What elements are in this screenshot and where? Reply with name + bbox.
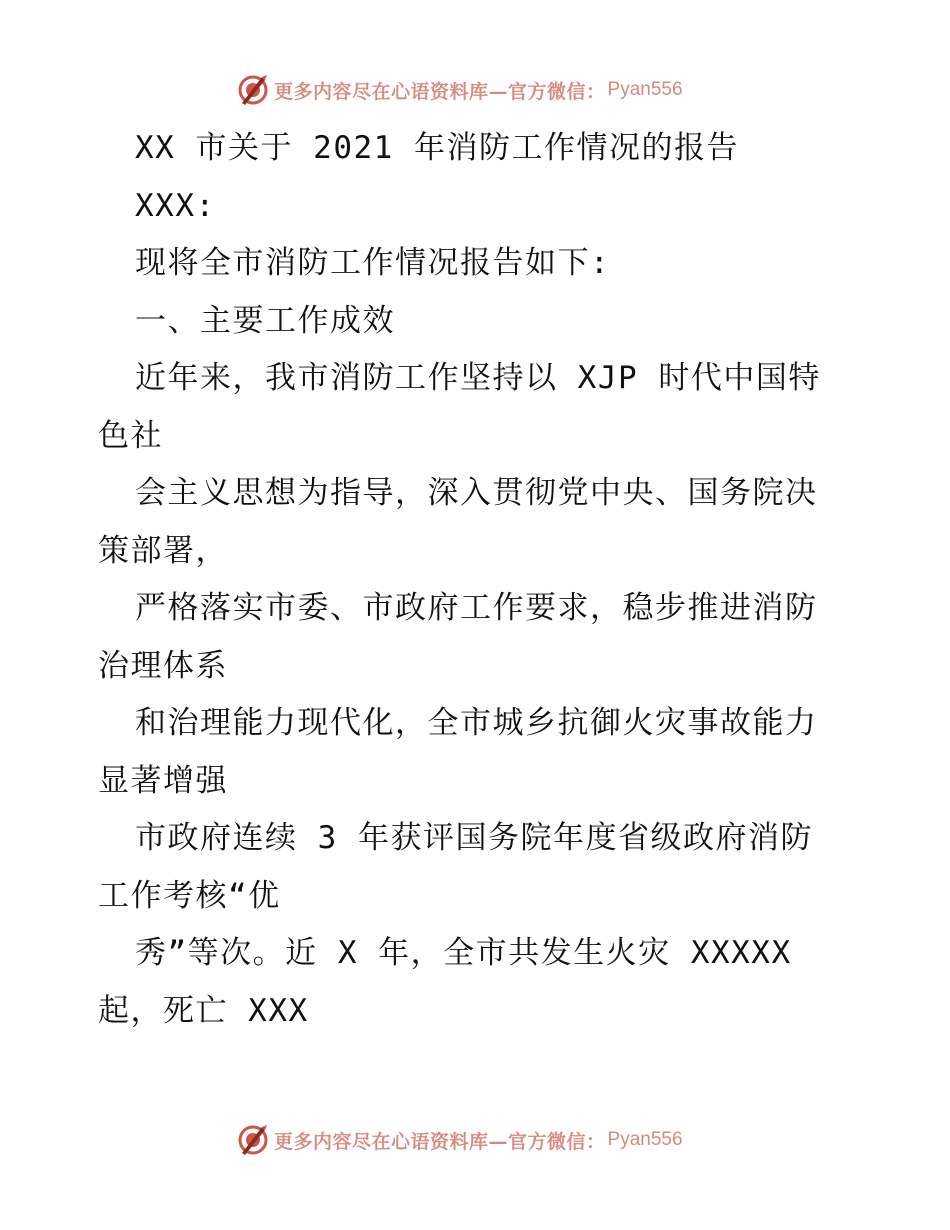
document-body (98, 120, 888, 1040)
paragraph-line: 会主义思想为指导，深入贯彻党中央、国务院决 (135, 475, 818, 511)
footer-wechat-account: Pyan556 (607, 1129, 683, 1150)
paragraph-line: 近年来，我市消防工作坚持以 XJP 时代中国特 (135, 360, 821, 396)
header-wechat-account: Pyan556 (607, 79, 683, 100)
footer-watermark-banner (236, 1122, 683, 1158)
footer-tagline: 更多内容尽在心语资料库—官方微信： (274, 1130, 606, 1153)
header-watermark-banner (236, 72, 683, 108)
paragraph-line: 色社 (98, 417, 163, 454)
paragraph-line: 和治理能力现代化，全市城乡抗御火灾事故能力 (135, 705, 818, 741)
paragraph-line: 市政府连续 3 年获评国务院年度省级政府消防 (135, 820, 813, 856)
salutation: XXX: (135, 187, 216, 224)
header-tagline: 更多内容尽在心语资料库—官方微信： (274, 80, 606, 103)
paragraph-line: 起，死亡 XXX (98, 992, 309, 1029)
intro-line: 现将全市消防工作情况报告如下: (135, 245, 611, 281)
paragraph-line: 治理体系 (98, 647, 228, 684)
document-title: XX 市关于 2021 年消防工作情况的报告 (135, 130, 739, 166)
paragraph-line: 秀”等次。近 X 年，全市共发生火灾 XXXXX (135, 935, 792, 971)
paragraph-line: 策部署， (98, 532, 228, 569)
pen-logo-icon (236, 1123, 270, 1157)
paragraph-line: 显著增强 (98, 762, 228, 799)
section-heading: 一、主要工作成效 (135, 302, 395, 339)
pen-logo-icon (236, 73, 270, 107)
paragraph-line: 严格落实市委、市政府工作要求，稳步推进消防 (135, 590, 818, 626)
paragraph-line: 工作考核“优 (98, 877, 281, 914)
